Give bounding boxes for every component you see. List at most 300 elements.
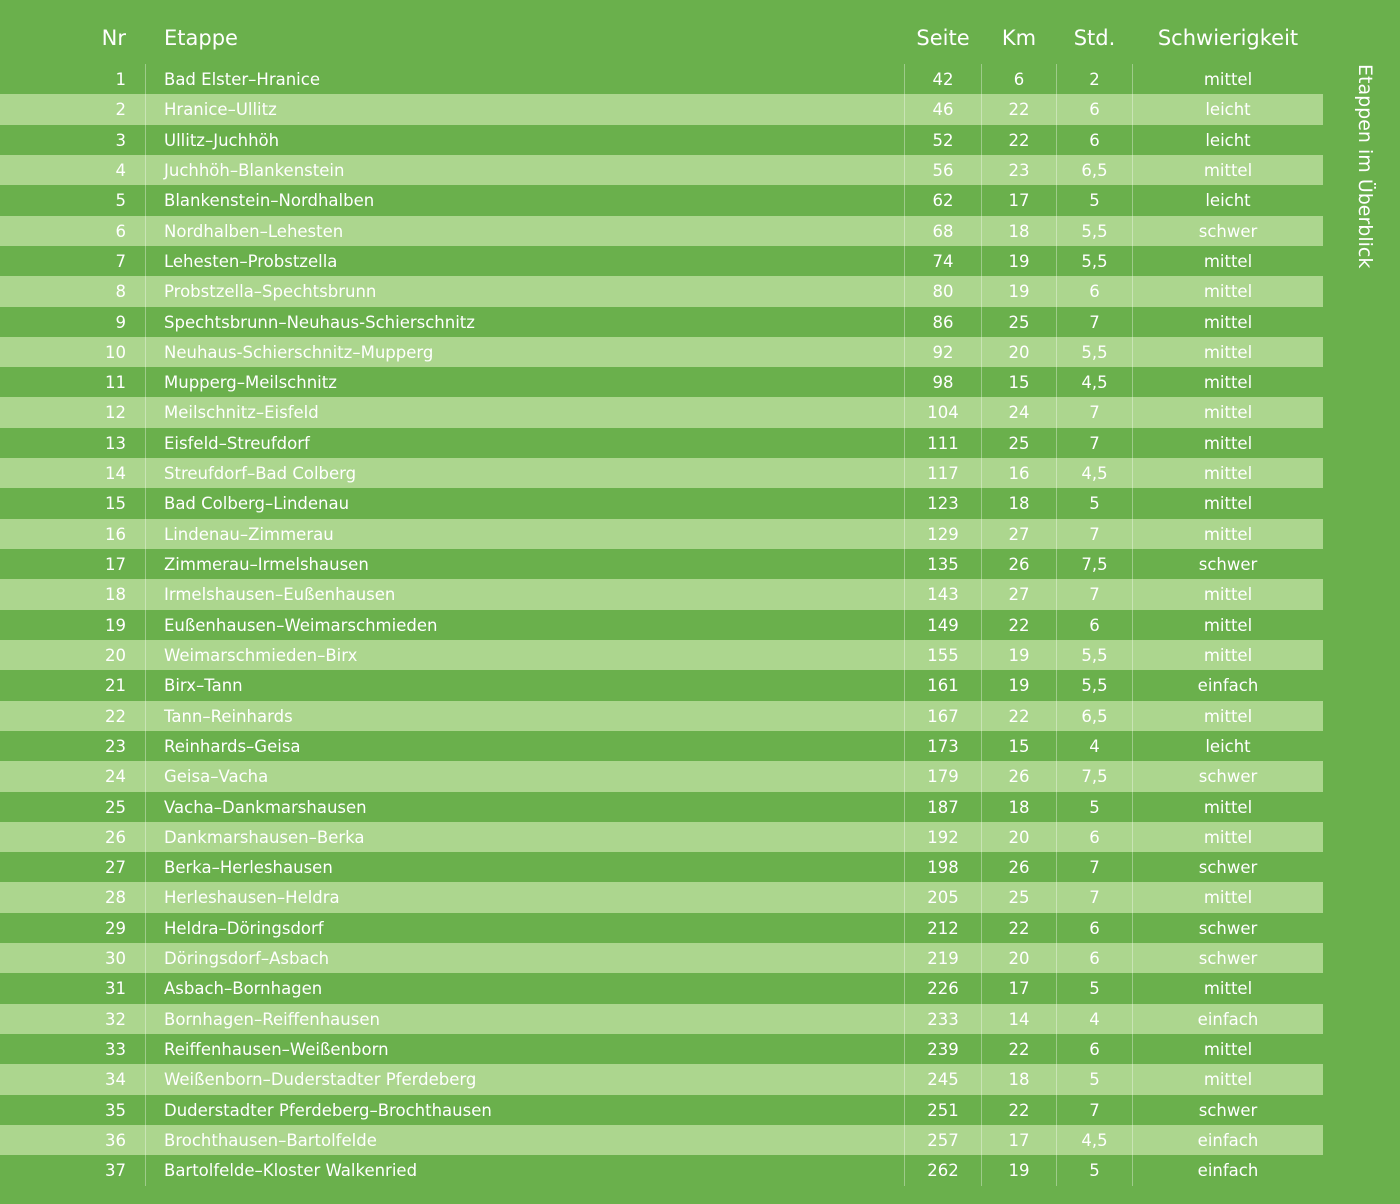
cell-km: 22 [1008,130,1030,150]
cell-schwierigkeit: leicht [1205,100,1251,120]
cell-km: 19 [1008,251,1030,271]
cell-etappe: Herleshausen–Heldra [164,888,340,908]
column-divider [145,519,146,549]
cell-nr: 25 [105,797,126,817]
cell-nr: 5 [115,191,126,211]
cell-std: 5 [1089,191,1100,211]
table-row [0,1064,1323,1094]
cell-nr: 29 [105,918,126,938]
column-divider [145,1004,146,1034]
cell-nr: 19 [105,615,126,635]
cell-std: 4 [1089,1009,1100,1029]
cell-schwierigkeit: mittel [1203,70,1253,89]
cell-nr: 27 [105,858,126,878]
cell-schwierigkeit: mittel [1203,645,1253,665]
cell-std: 5 [1089,1161,1100,1181]
table-row [0,1004,1323,1034]
cell-std: 7 [1089,1100,1100,1120]
cell-schwierigkeit: mittel [1203,615,1253,635]
column-divider [145,761,146,791]
column-divider [145,185,146,215]
cell-etappe: Berka–Herleshausen [164,858,333,878]
cell-schwierigkeit: mittel [1203,403,1253,423]
cell-schwierigkeit: schwer [1198,949,1258,969]
cell-seite: 149 [927,615,959,635]
table-row [0,125,1323,155]
cell-schwierigkeit: mittel [1203,251,1253,271]
column-divider [145,670,146,700]
cell-std: 6,5 [1081,706,1108,726]
cell-seite: 111 [927,433,959,453]
cell-km: 27 [1008,524,1030,544]
cell-etappe: Brochthausen–Bartolfelde [164,1130,377,1150]
column-divider [145,822,146,852]
cell-seite: 123 [927,494,959,514]
cell-std: 5,5 [1081,676,1108,696]
column-divider [145,1034,146,1064]
cell-std: 5,5 [1081,221,1108,241]
cell-etappe: Eisfeld–Streufdorf [164,433,310,453]
cell-seite: 262 [927,1161,959,1181]
cell-schwierigkeit: einfach [1197,676,1259,696]
cell-seite: 161 [927,676,959,696]
column-divider [145,216,146,246]
cell-schwierigkeit: mittel [1203,160,1253,180]
table-row [0,428,1323,458]
cell-schwierigkeit: mittel [1203,1040,1253,1059]
cell-km: 20 [1008,342,1030,362]
cell-km: 25 [1008,888,1030,908]
cell-seite: 104 [927,403,959,423]
cell-nr: 12 [105,403,126,423]
cell-schwierigkeit: schwer [1198,918,1258,938]
cell-km: 22 [1008,918,1030,938]
cell-km: 23 [1008,160,1030,180]
cell-nr: 34 [105,1070,126,1090]
column-divider [145,792,146,822]
table-row [0,579,1323,609]
cell-etappe: Duderstadter Pferdeberg–Brochthausen [164,1100,492,1120]
cell-nr: 17 [105,555,126,574]
table-row [0,367,1323,397]
cell-km: 6 [1013,70,1025,89]
table-row [0,640,1323,670]
cell-schwierigkeit: mittel [1203,585,1253,605]
column-divider [145,1095,146,1125]
cell-std: 6 [1089,130,1100,150]
cell-etappe: Geisa–Vacha [164,767,269,787]
cell-seite: 98 [932,373,954,393]
cell-seite: 62 [932,191,954,211]
column-divider [145,246,146,276]
cell-std: 7 [1089,524,1100,544]
cell-seite: 46 [932,100,954,120]
cell-nr: 10 [105,342,126,362]
cell-nr: 36 [105,1130,126,1150]
cell-etappe: Döringsdorf–Asbach [164,949,330,969]
cell-std: 6 [1089,615,1100,635]
cell-etappe: Eußenhausen–Weimarschmieden [164,615,438,635]
cell-etappe: Hranice–Ullitz [164,100,277,120]
table-row [0,701,1323,731]
cell-nr: 37 [105,1161,126,1181]
cell-km: 16 [1008,464,1030,484]
column-divider [145,397,146,427]
cell-nr: 4 [115,160,126,180]
cell-etappe: Zimmerau–Irmelshausen [164,555,369,574]
table-row [0,943,1323,973]
cell-std: 5 [1089,494,1100,514]
cell-nr: 7 [115,251,126,271]
cell-nr: 21 [105,676,126,696]
cell-km: 26 [1008,858,1030,878]
cell-etappe: Weißenborn–Duderstadter Pferdeberg [164,1070,477,1090]
cell-schwierigkeit: mittel [1203,433,1253,453]
cell-seite: 212 [927,918,959,938]
cell-seite: 226 [927,979,959,999]
table-row [0,458,1323,488]
cell-km: 25 [1008,312,1030,332]
table-row [0,488,1323,518]
cell-seite: 117 [927,464,959,484]
cell-seite: 135 [927,555,959,574]
cell-std: 4 [1089,736,1100,756]
cell-nr: 32 [105,1009,126,1029]
cell-std: 6 [1089,1040,1100,1059]
cell-schwierigkeit: schwer [1198,555,1258,574]
cell-km: 19 [1008,1161,1030,1181]
table-row [0,882,1323,912]
cell-etappe: Lehesten–Probstzella [164,251,338,271]
cell-std: 5,5 [1081,251,1108,271]
table-row [0,519,1323,549]
column-divider [145,1155,146,1185]
cell-seite: 219 [927,949,959,969]
cell-std: 6 [1089,827,1100,847]
cell-km: 19 [1008,676,1030,696]
cell-etappe: Streufdorf–Bad Colberg [164,464,357,484]
stages-table [0,64,1323,1186]
cell-schwierigkeit: schwer [1198,767,1258,787]
cell-km: 14 [1008,1009,1030,1029]
header-etappe: Etappe [164,26,238,50]
cell-nr: 28 [105,888,126,908]
cell-km: 18 [1008,797,1030,817]
cell-km: 24 [1008,403,1030,423]
cell-schwierigkeit: mittel [1203,888,1253,908]
cell-nr: 20 [105,645,126,665]
cell-nr: 24 [105,767,126,787]
cell-etappe: Nordhalben–Lehesten [164,221,344,241]
cell-nr: 9 [115,312,126,332]
cell-seite: 80 [932,282,954,302]
column-divider [145,276,146,306]
table-row [0,337,1323,367]
cell-nr: 15 [105,494,126,514]
cell-schwierigkeit: mittel [1203,797,1253,817]
table-row [0,1125,1323,1155]
cell-km: 22 [1008,1040,1030,1059]
cell-km: 22 [1008,100,1030,120]
cell-std: 7,5 [1081,555,1108,574]
column-divider [145,64,146,94]
header-schwierigkeit: Schwierigkeit [1157,26,1299,50]
column-divider [145,913,146,943]
cell-etappe: Heldra–Döringsdorf [164,918,324,938]
table-header [0,0,1323,64]
table-row [0,64,1323,94]
table-row [0,670,1323,700]
cell-nr: 13 [105,433,126,453]
table-row [0,731,1323,761]
column-divider [145,579,146,609]
cell-std: 4,5 [1081,373,1108,393]
cell-seite: 192 [927,827,959,847]
cell-schwierigkeit: mittel [1203,494,1253,514]
cell-std: 6,5 [1081,160,1108,180]
cell-km: 17 [1008,191,1030,211]
cell-etappe: Blankenstein–Nordhalben [164,191,375,211]
column-divider [145,1064,146,1094]
column-divider [145,882,146,912]
cell-seite: 42 [932,70,954,89]
column-divider [145,549,146,579]
cell-schwierigkeit: schwer [1198,858,1258,878]
cell-km: 22 [1008,615,1030,635]
cell-km: 17 [1008,1130,1030,1150]
cell-schwierigkeit: mittel [1203,282,1253,302]
cell-km: 20 [1008,827,1030,847]
cell-km: 18 [1008,494,1030,514]
table-row [0,761,1323,791]
cell-nr: 14 [105,464,126,484]
cell-etappe: Weimarschmieden–Birx [164,645,358,665]
cell-std: 2 [1089,70,1100,89]
cell-km: 22 [1008,1100,1030,1120]
cell-km: 17 [1008,979,1030,999]
cell-std: 6 [1089,949,1100,969]
cell-std: 5 [1089,797,1100,817]
column-divider [145,1125,146,1155]
cell-seite: 233 [927,1009,959,1029]
cell-km: 15 [1008,373,1030,393]
column-divider [145,731,146,761]
cell-std: 5,5 [1081,342,1108,362]
cell-schwierigkeit: leicht [1205,191,1251,211]
cell-etappe: Vacha–Dankmarshausen [164,797,367,817]
table-row [0,822,1323,852]
cell-nr: 11 [105,373,126,393]
table-row [0,1034,1323,1064]
cell-etappe: Bad Colberg–Lindenau [164,494,350,514]
cell-schwierigkeit: mittel [1203,524,1253,544]
cell-km: 25 [1008,433,1030,453]
column-divider [145,155,146,185]
table-row [0,792,1323,822]
table-row [0,852,1323,882]
cell-std: 7,5 [1081,767,1108,787]
cell-seite: 155 [927,645,959,665]
table-row [0,973,1323,1003]
cell-seite: 143 [927,585,959,605]
cell-std: 7 [1089,585,1100,605]
table-row [0,307,1323,337]
table-row [0,1155,1323,1185]
column-divider [145,610,146,640]
cell-nr: 35 [105,1100,126,1120]
cell-seite: 187 [927,797,959,817]
cell-schwierigkeit: leicht [1205,130,1251,150]
cell-schwierigkeit: mittel [1203,373,1253,393]
column-divider [145,701,146,731]
table-row [0,549,1323,579]
cell-km: 26 [1008,555,1030,574]
header-nr: Nr [101,26,126,50]
column-divider [145,428,146,458]
table-row [0,397,1323,427]
column-divider [145,852,146,882]
table-row [0,276,1323,306]
cell-km: 19 [1008,282,1030,302]
cell-km: 15 [1008,736,1030,756]
cell-seite: 86 [932,312,954,332]
header-std: Std. [1073,26,1116,50]
cell-seite: 239 [927,1040,959,1059]
cell-schwierigkeit: einfach [1197,1130,1259,1150]
cell-etappe: Juchhöh–Blankenstein [164,160,345,180]
cell-etappe: Ullitz–Juchhöh [164,130,280,150]
cell-km: 18 [1008,1070,1030,1090]
column-divider [145,337,146,367]
cell-std: 7 [1089,888,1100,908]
column-divider [145,488,146,518]
column-divider [145,307,146,337]
cell-std: 5,5 [1081,645,1108,665]
cell-schwierigkeit: mittel [1203,342,1253,362]
cell-nr: 23 [105,736,126,756]
cell-etappe: Probstzella–Spechtsbrunn [164,282,377,302]
cell-nr: 22 [105,706,126,726]
cell-etappe: Reinhards–Geisa [164,736,301,756]
cell-schwierigkeit: mittel [1203,827,1253,847]
cell-etappe: Bornhagen–Reiffenhausen [164,1009,380,1029]
cell-seite: 251 [927,1100,959,1120]
cell-seite: 257 [927,1130,959,1150]
cell-std: 6 [1089,100,1100,120]
cell-std: 5 [1089,1070,1100,1090]
cell-schwierigkeit: mittel [1203,706,1253,726]
cell-etappe: Bad Elster–Hranice [164,70,320,89]
cell-std: 4,5 [1081,464,1108,484]
cell-etappe: Dankmarshausen–Berka [164,827,365,847]
header-km: Km [1001,26,1037,50]
cell-schwierigkeit: schwer [1198,221,1258,241]
cell-km: 22 [1008,706,1030,726]
cell-seite: 179 [927,767,959,787]
cell-nr: 1 [115,70,126,89]
cell-nr: 8 [115,282,126,302]
cell-nr: 26 [105,827,126,847]
cell-km: 18 [1008,221,1030,241]
cell-std: 7 [1089,858,1100,878]
cell-seite: 167 [927,706,959,726]
cell-schwierigkeit: schwer [1198,1100,1258,1120]
cell-etappe: Lindenau–Zimmerau [164,524,334,544]
cell-etappe: Mupperg–Meilschnitz [164,373,337,393]
cell-nr: 33 [105,1040,126,1059]
cell-schwierigkeit: mittel [1203,979,1253,999]
cell-etappe: Bartolfelde–Kloster Walkenried [164,1161,418,1181]
table-row [0,913,1323,943]
cell-etappe: Spechtsbrunn–Neuhaus-Schierschnitz [164,312,475,332]
cell-std: 7 [1089,403,1100,423]
cell-nr: 3 [115,130,126,150]
column-divider [145,367,146,397]
table-row [0,1095,1323,1125]
cell-km: 26 [1008,767,1030,787]
cell-std: 7 [1089,433,1100,453]
cell-etappe: Meilschnitz–Eisfeld [164,403,319,423]
column-divider [145,973,146,1003]
cell-seite: 129 [927,524,959,544]
cell-nr: 16 [105,524,126,544]
column-divider [145,640,146,670]
cell-km: 20 [1008,949,1030,969]
cell-nr: 6 [115,221,126,241]
cell-seite: 68 [932,221,954,241]
header-seite: Seite [916,26,970,50]
column-divider [145,94,146,124]
cell-schwierigkeit: einfach [1197,1009,1259,1029]
cell-schwierigkeit: leicht [1205,736,1251,756]
cell-nr: 30 [105,949,126,969]
cell-km: 27 [1008,585,1030,605]
table-row [0,246,1323,276]
cell-schwierigkeit: einfach [1197,1161,1259,1181]
cell-nr: 31 [105,979,126,999]
cell-seite: 173 [927,736,959,756]
cell-seite: 198 [927,858,959,878]
cell-seite: 245 [927,1070,959,1090]
column-divider [145,125,146,155]
table-row [0,155,1323,185]
table-row [0,216,1323,246]
cell-etappe: Birx–Tann [164,676,243,696]
cell-seite: 52 [932,130,954,150]
cell-etappe: Tann–Reinhards [164,706,293,726]
cell-etappe: Neuhaus-Schierschnitz–Mupperg [164,342,434,362]
side-title: Etappen im Überblick [1354,64,1376,269]
cell-seite: 92 [932,342,954,362]
cell-etappe: Irmelshausen–Eußenhausen [164,585,396,605]
table-row [0,610,1323,640]
column-divider [145,943,146,973]
table-row [0,185,1323,215]
cell-seite: 56 [932,160,954,180]
cell-seite: 205 [927,888,959,908]
cell-std: 5 [1089,979,1100,999]
cell-std: 6 [1089,918,1100,938]
cell-km: 19 [1008,645,1030,665]
cell-schwierigkeit: mittel [1203,1070,1253,1090]
cell-std: 7 [1089,312,1100,332]
cell-seite: 74 [932,251,954,271]
cell-nr: 2 [115,100,126,120]
cell-schwierigkeit: mittel [1203,464,1253,484]
column-divider [145,458,146,488]
table-row [0,94,1323,124]
cell-etappe: Reiffenhausen–Weißenborn [164,1040,389,1059]
